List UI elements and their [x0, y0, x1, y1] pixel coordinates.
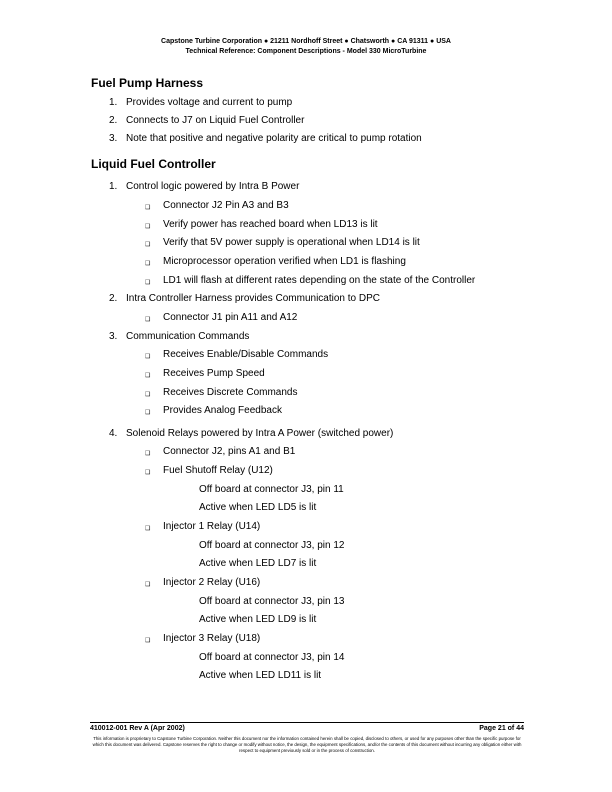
- relay-detail: Active when LED LD7 is lit: [199, 558, 317, 569]
- list-item: Control logic powered by Intra B Power: [126, 181, 300, 192]
- relay-name: Injector 1 Relay (U14): [163, 521, 261, 532]
- list-item: Communication Commands: [126, 331, 250, 342]
- checkbox-bullet-icon: ❑: [145, 526, 151, 532]
- relay-detail: Off board at connector J3, pin 14: [199, 652, 345, 663]
- sub-list-item: Connector J1 pin A11 and A12: [163, 312, 298, 323]
- checkbox-bullet-icon: ❑: [145, 451, 151, 457]
- checkbox-bullet-icon: ❑: [145, 242, 151, 248]
- relay-detail: Active when LED LD9 is lit: [199, 614, 317, 625]
- relay-detail: Off board at connector J3, pin 11: [199, 484, 344, 495]
- checkbox-bullet-icon: ❑: [145, 410, 151, 416]
- checkbox-bullet-icon: ❑: [145, 354, 151, 360]
- relay-name: Injector 3 Relay (U18): [163, 633, 261, 644]
- checkbox-bullet-icon: ❑: [145, 392, 151, 398]
- checkbox-bullet-icon: ❑: [145, 373, 151, 379]
- list-item: Connects to J7 on Liquid Fuel Controller: [126, 115, 305, 126]
- checkbox-bullet-icon: ❑: [145, 261, 151, 267]
- relay-detail: Off board at connector J3, pin 12: [199, 540, 345, 551]
- checkbox-bullet-icon: ❑: [145, 224, 151, 230]
- checkbox-bullet-icon: ❑: [145, 205, 151, 211]
- checkbox-bullet-icon: ❑: [145, 470, 151, 476]
- list-number: 1.: [109, 181, 118, 192]
- header-company-line: Capstone Turbine Corporation ● 21211 Nordhoff Street ● Chatsworth ● CA 91311 ● USA: [161, 38, 451, 45]
- page-header: [0, 37, 612, 57]
- list-number: 3.: [109, 133, 118, 144]
- sub-list-item: Provides Analog Feedback: [163, 405, 282, 416]
- relay-detail: Off board at connector J3, pin 13: [199, 596, 345, 607]
- footer-divider: [90, 722, 524, 723]
- relay-detail: Active when LED LD5 is lit: [199, 502, 317, 513]
- list-number: 2.: [109, 293, 118, 304]
- list-number: 1.: [109, 97, 118, 108]
- list-number: 2.: [109, 115, 118, 126]
- sub-list-item: Receives Pump Speed: [163, 368, 265, 379]
- checkbox-bullet-icon: ❑: [145, 638, 151, 644]
- list-item: Solenoid Relays powered by Intra A Power (switched power): [126, 428, 394, 439]
- relay-name: Fuel Shutoff Relay (U12): [163, 465, 273, 476]
- list-number: 4.: [109, 428, 118, 439]
- list-item: Intra Controller Harness provides Communication to DPC: [126, 293, 380, 304]
- header-doc-title: Technical Reference: Component Descriptions - Model 330 MicroTurbine: [185, 48, 427, 55]
- sub-list-item: LD1 will flash at different rates depending on the state of the Controller: [163, 275, 476, 286]
- footer-disclaimer: This information is proprietary to Capstone Turbine Corporation. Neither this document nor the information contained herein shall be copied, disclosed to others, or used for any purposes other than the specific purpose for which this document was delivered. Capstone reserves the right to change or modify without notice, the design, the equipment specifications, and/or the contents of this document without incurring any obligation either with respect to equipment previously sold or in the process of construction.: [92, 736, 522, 753]
- list-item: Note that positive and negative polarity are critical to pump rotation: [126, 133, 422, 144]
- checkbox-bullet-icon: ❑: [145, 317, 151, 323]
- sub-list-item: Microprocessor operation verified when LD1 is flashing: [163, 256, 406, 267]
- sub-list-item: Connector J2 Pin A3 and B3: [163, 200, 289, 211]
- relay-name: Injector 2 Relay (U16): [163, 577, 261, 588]
- footer-page-number: Page 21 of 44: [479, 725, 524, 732]
- footer-doc-id: 410012-001 Rev A (Apr 2002): [90, 725, 185, 732]
- section-title-fuel-pump-harness: Fuel Pump Harness: [91, 76, 204, 90]
- sub-list-item: Receives Discrete Commands: [163, 387, 298, 398]
- sub-list-item: Receives Enable/Disable Commands: [163, 349, 329, 360]
- checkbox-bullet-icon: ❑: [145, 582, 151, 588]
- checkbox-bullet-icon: ❑: [145, 280, 151, 286]
- sub-list-item: Verify that 5V power supply is operational when LD14 is lit: [163, 237, 420, 248]
- list-number: 3.: [109, 331, 118, 342]
- sub-list-item: Connector J2, pins A1 and B1: [163, 446, 296, 457]
- section-title-liquid-fuel-controller: Liquid Fuel Controller: [91, 157, 216, 171]
- relay-detail: Active when LED LD11 is lit: [199, 670, 322, 681]
- list-item: Provides voltage and current to pump: [126, 97, 293, 108]
- sub-list-item: Verify power has reached board when LD13 is lit: [163, 219, 378, 230]
